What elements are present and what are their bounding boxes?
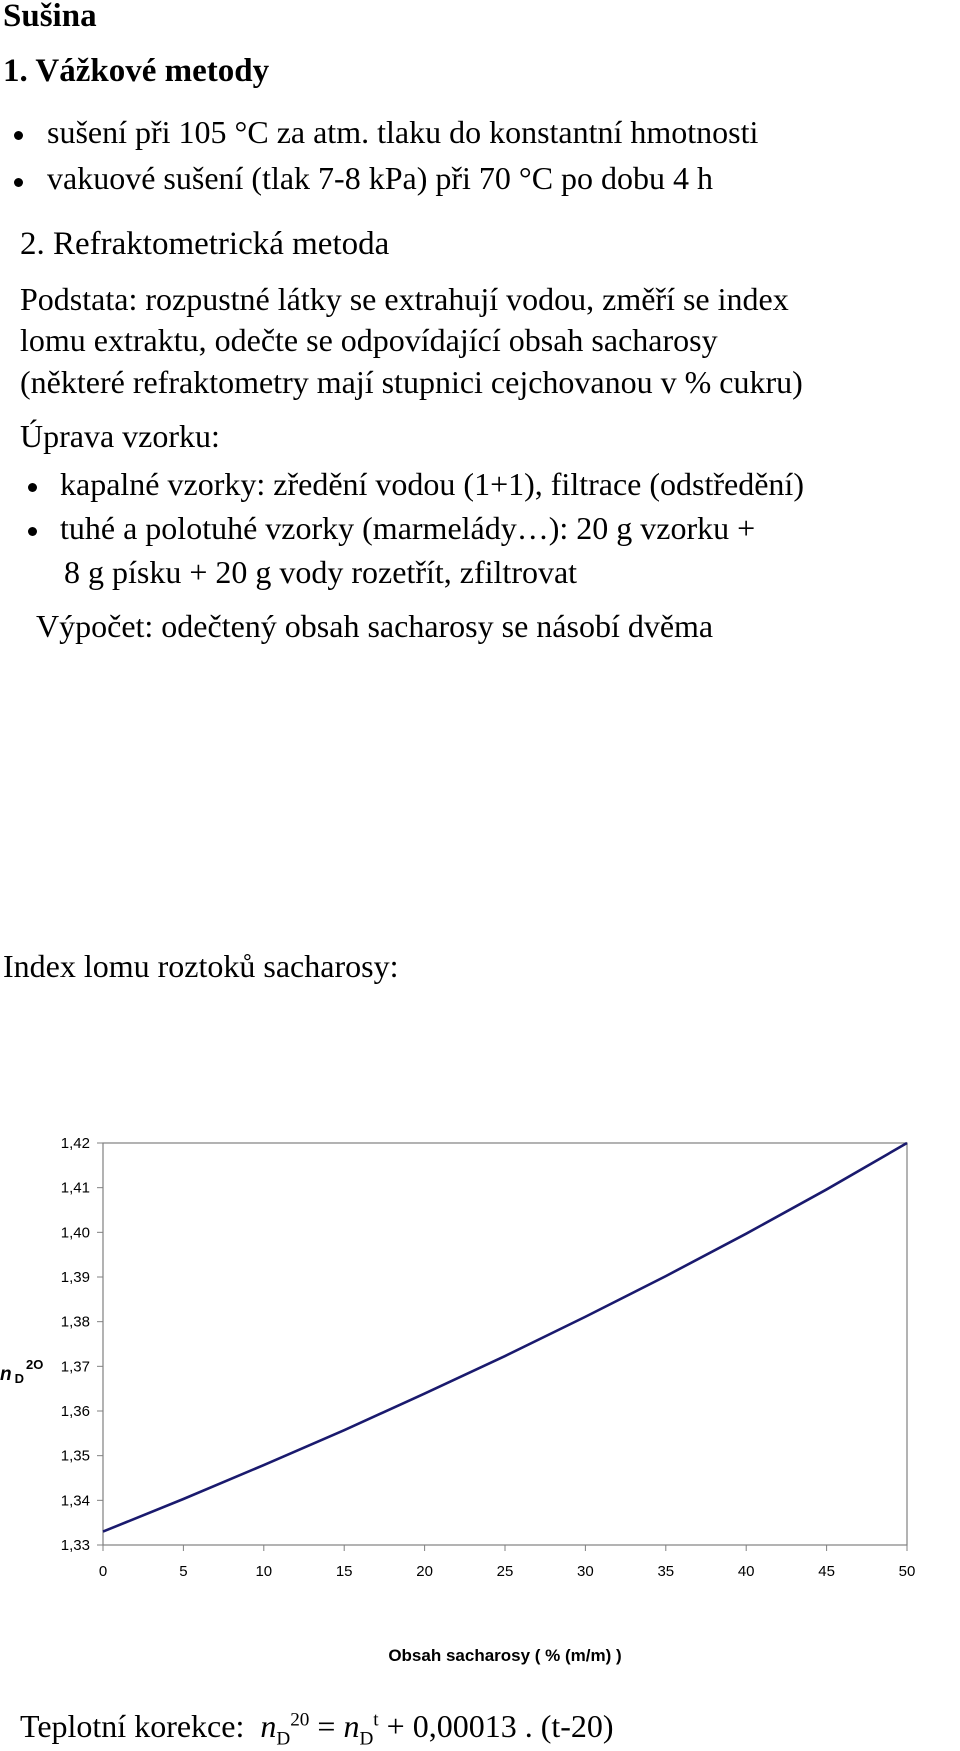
calculation-text: Výpočet: odečtený obsah sacharosy se násobí dvěma [36, 608, 714, 644]
y-tick-label: 1,35 [60, 1447, 90, 1465]
temperature-correction [20, 1708, 614, 1750]
list-item-continuation: 8 g písku + 20 g vody rozetřít, zfiltrovat [64, 554, 578, 590]
x-tick-label: 5 [179, 1563, 188, 1580]
correction-sub2: D [359, 1728, 374, 1750]
series-line [103, 1143, 907, 1532]
correction-label: Teplotní korekce: [20, 1708, 245, 1744]
y-tick-label: 1,34 [60, 1492, 90, 1510]
prep-label: Úprava vzorku: [20, 418, 220, 454]
page-title: Sušina [3, 0, 97, 34]
x-axis-ticks [99, 1545, 916, 1580]
bullet-dot [28, 483, 37, 492]
x-tick-label: 35 [657, 1563, 675, 1580]
y-axis-label-sub: D [14, 1371, 24, 1386]
y-tick-label: 1,42 [60, 1135, 90, 1152]
bullet-dot [14, 131, 23, 140]
y-tick-label: 1,40 [60, 1224, 90, 1242]
list-item: tuhé a polotuhé vzorky (marmelády…): 20 g vzorku + [60, 510, 756, 546]
correction-eq: = [317, 1708, 336, 1744]
list-item: kapalné vzorky: zředění vodou (1+1), filtrace (odstředění) [60, 466, 804, 502]
correction-n2: n [343, 1708, 360, 1744]
bullet-dot [28, 527, 37, 536]
correction-sub1: D [276, 1728, 291, 1750]
list-item: vakuové sušení (tlak 7-8 kPa) při 70 °C po dobu 4 h [47, 160, 714, 196]
x-tick-label: 10 [255, 1563, 273, 1580]
list-item: sušení při 105 °C za atm. tlaku do konstantní hmotnosti [47, 114, 759, 150]
y-axis-label-sup: 2O [26, 1357, 44, 1372]
plot-area-frame [103, 1143, 907, 1545]
principle-line: Podstata: rozpustné látky se extrahují vodou, změří se index [20, 281, 789, 317]
correction-rest: + 0,00013 . (t-20) [386, 1708, 614, 1744]
bullet-dot [14, 178, 23, 187]
x-tick-label: 30 [577, 1563, 594, 1580]
correction-n1: n [260, 1708, 277, 1744]
y-axis-label [0, 1357, 43, 1386]
refractive-index-chart [0, 1120, 960, 1680]
correction-sup2: t [373, 1709, 379, 1731]
x-axis-label: Obsah sacharosy ( % (m/m) ) [388, 1646, 622, 1665]
y-tick-label: 1,39 [60, 1269, 90, 1286]
x-tick-label: 40 [737, 1563, 755, 1580]
x-tick-label: 15 [335, 1563, 353, 1580]
x-tick-label: 45 [818, 1563, 835, 1580]
principle-line: (některé refraktometry mají stupnici cejchovanou v % cukru) [20, 364, 803, 400]
section-heading-refractometric: 2. Refraktometrická metoda [20, 226, 390, 262]
correction-sup1: 20 [290, 1709, 310, 1731]
y-tick-label: 1,36 [60, 1403, 90, 1420]
principle-line: lomu extraktu, odečte se odpovídající obsah sacharosy [20, 322, 718, 358]
chart-heading: Index lomu roztoků sacharosy: [3, 948, 399, 984]
series-points [103, 1143, 907, 1532]
section-heading-gravimetric: 1. Vážkové metody [3, 53, 270, 89]
y-axis-label-main: n [0, 1364, 12, 1385]
y-tick-label: 1,33 [60, 1537, 90, 1554]
x-tick-label: 20 [416, 1563, 433, 1580]
y-tick-label: 1,38 [60, 1313, 90, 1331]
y-tick-label: 1,37 [60, 1358, 90, 1376]
y-axis-ticks [61, 1135, 103, 1554]
x-tick-label: 0 [98, 1563, 108, 1580]
x-tick-label: 50 [898, 1563, 916, 1580]
x-tick-label: 25 [496, 1563, 514, 1580]
y-tick-label: 1,41 [60, 1179, 90, 1197]
